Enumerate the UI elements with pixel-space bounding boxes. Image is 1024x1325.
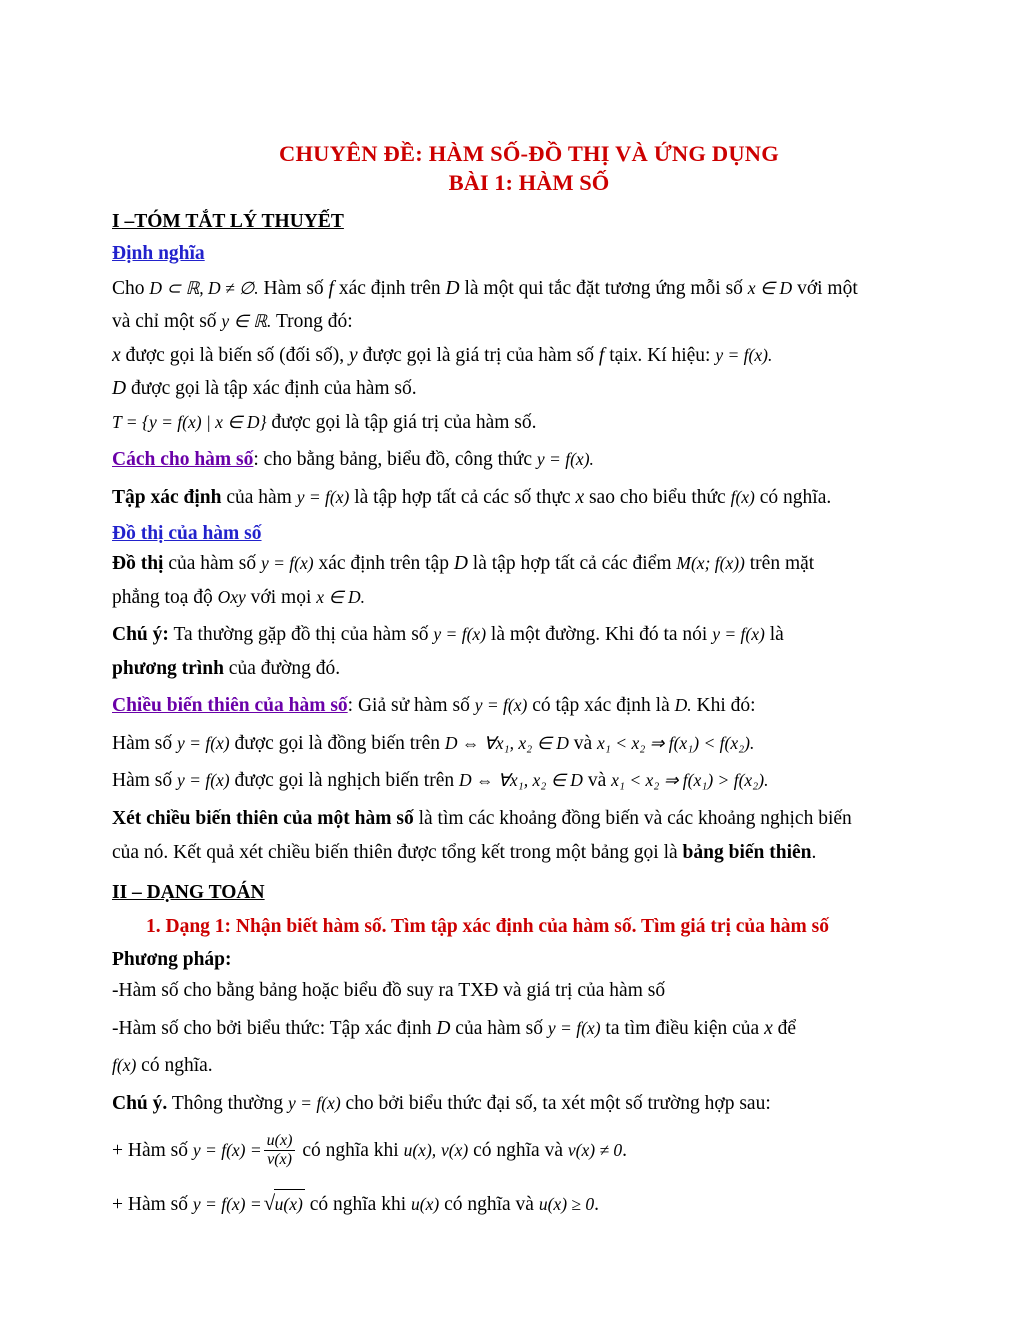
section-heading-problems: II – DẠNG TOÁN	[112, 882, 265, 904]
study-monotonicity-line-2	[112, 837, 946, 869]
text: Thông thường	[171, 1092, 284, 1114]
math-y: y	[348, 344, 358, 366]
math-vx: v(x)	[441, 1140, 469, 1161]
math-y-eq-fx: y = f(x)	[433, 624, 487, 645]
method-line-3	[112, 1050, 946, 1082]
math-D: D	[112, 378, 127, 400]
label-variation-table: bảng biến thiên	[682, 841, 812, 863]
text: để	[777, 1017, 797, 1039]
text: .	[622, 1140, 628, 1162]
how-to-define-function	[112, 444, 946, 476]
text: được gọi là đồng biến trên	[234, 732, 441, 754]
math-y-eq-fx: y = f(x) =	[192, 1140, 262, 1161]
math-decreasing-condition: x₁ < x₂ ⇒ f(x₁) > f(x₂).	[611, 770, 769, 791]
text: xác định trên	[338, 277, 441, 299]
heading-monotonicity: Chiều biến thiên của hàm số	[112, 695, 348, 717]
note-line-1	[112, 619, 946, 651]
text: có nghĩa khi	[309, 1194, 407, 1216]
math-y-eq-fx: y = f(x)	[288, 1092, 341, 1113]
text: và	[587, 770, 607, 792]
text: có nghĩa.	[141, 1055, 213, 1077]
math-D: D	[436, 1017, 451, 1039]
text: : cho bằng bảng, biểu đồ, công thức	[253, 449, 533, 471]
text: là một qui tắc đặt tương ứng mỗi số	[464, 277, 743, 299]
method-line-1: -Hàm số cho bằng bảng hoặc biểu đồ suy ra TXĐ và giá trị của hàm số	[112, 980, 666, 1002]
text: phẳng toạ độ	[112, 586, 213, 608]
math-D: D	[453, 552, 468, 574]
text: trên mặt	[749, 552, 815, 574]
method-heading: Phương pháp:	[112, 948, 232, 970]
math-y-eq-fx: y = f(x)	[177, 770, 230, 791]
text: Hàm số	[112, 732, 173, 754]
text: Ta thường gặp đồ thị của hàm số	[173, 624, 429, 646]
method-line-2	[112, 1013, 946, 1045]
text: sao cho biểu thức	[588, 487, 726, 509]
math-D: D.	[674, 695, 692, 716]
text: và	[573, 732, 593, 754]
math-forall-x: D ⇔ ∀x₁, x₂ ∈ D	[444, 732, 569, 753]
definition-line-3	[112, 340, 946, 372]
math-vx-nonzero: v(x) ≠ 0	[567, 1140, 623, 1161]
case-sqrt	[112, 1188, 946, 1221]
math-fx: f(x)	[730, 487, 755, 508]
math-x: x	[575, 487, 585, 509]
math-y-in-R: y ∈ ℝ.	[221, 311, 272, 332]
text: Trong đó:	[275, 311, 353, 333]
section-heading-theory: I –TÓM TẮT LÝ THUYẾT	[112, 210, 344, 232]
math-ux-nonneg: u(x) ≥ 0	[538, 1194, 595, 1215]
text: Hàm số	[112, 770, 173, 792]
text: được gọi là giá trị của hàm số	[362, 344, 595, 366]
label-study-monotonicity: Xét chiều biến thiên của một hàm số	[112, 808, 414, 829]
math-ux: u(x)	[411, 1194, 440, 1215]
math-f: f	[598, 344, 605, 366]
fraction-denominator: v(x)	[264, 1150, 296, 1169]
text: của hàm số	[168, 552, 257, 574]
page-subtitle: BÀI 1: HÀM SỐ	[448, 170, 610, 196]
text: là	[769, 624, 784, 646]
math-y-eq-fx: y = f(x)	[474, 695, 528, 716]
label-domain: Tập xác định	[112, 487, 222, 509]
text: có nghĩa và	[473, 1140, 563, 1162]
text: của nó. Kết quả xét chiều biến thiên được tổng kết trong một bảng gọi là	[112, 841, 678, 863]
definition-line-1	[112, 273, 946, 305]
label-note: Chú ý:	[112, 624, 169, 646]
note-2-line	[112, 1088, 946, 1120]
math-point-M: M(x; f(x))	[676, 552, 745, 573]
text: có nghĩa và	[444, 1194, 534, 1216]
math-y-eq-fx: y = f(x)	[177, 732, 230, 753]
text: -Hàm số cho bởi biểu thức: Tập xác định	[112, 1017, 432, 1039]
text: ta tìm điều kiện của	[605, 1017, 760, 1039]
label-note: Chú ý.	[112, 1092, 168, 1114]
math-y-eq-fx: y = f(x).	[715, 344, 773, 365]
domain-definition	[112, 482, 946, 514]
math-x: x	[628, 344, 638, 366]
math-sqrt	[264, 1188, 305, 1218]
study-monotonicity-line-1	[112, 803, 946, 835]
heading-graph: Đồ thị của hàm số	[112, 522, 262, 544]
monotonicity-intro	[112, 690, 946, 722]
text: .	[811, 841, 817, 863]
math-fraction	[264, 1132, 296, 1169]
text: được gọi là biến số (đối số),	[125, 344, 345, 366]
text: với mọi	[250, 586, 312, 608]
math-y-eq-fx: y = f(x)	[296, 487, 350, 508]
math-x-in-D: x ∈ D	[747, 277, 793, 298]
label-equation: phương trình	[112, 657, 224, 679]
heading-definition: Định nghĩa	[112, 243, 205, 265]
text: là tập hợp tất cả các điểm	[472, 552, 672, 574]
text: là tập hợp tất cả các số thực	[354, 487, 571, 509]
math-ux: u(x),	[403, 1140, 437, 1161]
increasing-line	[112, 728, 946, 760]
text: xác định trên tập	[318, 552, 449, 574]
fraction-numerator: u(x)	[266, 1132, 293, 1150]
problem-type-1-title: 1. Dạng 1: Nhận biết hàm số. Tìm tập xác định của hàm số. Tìm giá trị của hàm số	[146, 915, 829, 937]
math-y-eq-fx: y = f(x)	[547, 1017, 601, 1038]
text: được gọi là tập xác định của hàm số.	[130, 378, 417, 400]
text: của hàm số	[455, 1017, 544, 1039]
text: được gọi là tập giá trị của hàm số.	[271, 411, 537, 433]
text: có nghĩa khi	[302, 1140, 399, 1162]
text: của đường đó.	[228, 657, 341, 679]
text: của hàm	[226, 487, 292, 509]
sqrt-radicand: u(x)	[274, 1189, 305, 1218]
math-Oxy: Oxy	[217, 586, 246, 607]
math-y-eq-fx: y = f(x) =	[192, 1194, 262, 1215]
text: Cho	[112, 277, 145, 299]
text: với một	[797, 277, 858, 299]
label-graph: Đồ thị	[112, 552, 164, 574]
graph-line-2	[112, 582, 946, 614]
text: Khi đó:	[696, 695, 756, 717]
text: là một đường. Khi đó ta nói	[490, 624, 708, 646]
math-x: x	[112, 344, 121, 366]
math-domain: D ⊂ ℝ, D ≠ ∅.	[149, 277, 259, 298]
heading-how-to-define: Cách cho hàm số	[112, 449, 254, 471]
math-y-eq-fx: y = f(x)	[260, 552, 314, 573]
text: được gọi là nghịch biến trên	[234, 770, 455, 792]
math-x: x	[764, 1017, 773, 1039]
text: cho bởi biểu thức đại số, ta xét một số trường hợp sau:	[345, 1092, 771, 1114]
math-f: f	[328, 277, 334, 299]
page-title: CHUYÊN ĐỀ: HÀM SỐ-ĐỒ THỊ VÀ ỨNG DỤNG	[279, 141, 779, 166]
note-line-2	[112, 653, 946, 685]
math-y-eq-fx: y = f(x)	[712, 624, 765, 645]
math-T-set: T = {y = f(x) | x ∈ D}	[112, 411, 267, 432]
graph-line-1	[112, 548, 946, 580]
text: có tập xác định là	[532, 695, 670, 717]
text: tại	[609, 344, 629, 366]
definition-line-4	[112, 373, 946, 405]
text: là tìm các khoảng đồng biến và các khoảng nghịch biến	[418, 808, 852, 829]
text: . Kí hiệu:	[637, 344, 711, 366]
math-y-eq-fx: y = f(x).	[536, 449, 594, 470]
text: .	[594, 1194, 599, 1216]
definition-line-2	[112, 306, 946, 338]
math-forall-x: D ⇔ ∀x₁, x₂ ∈ D	[459, 770, 583, 791]
text: : Giả sử hàm số	[347, 695, 470, 717]
math-increasing-condition: x₁ < x₂ ⇒ f(x₁) < f(x₂).	[597, 732, 755, 753]
math-D: D	[445, 277, 460, 299]
case-fraction	[112, 1133, 946, 1170]
definition-line-5	[112, 407, 946, 439]
text: và chỉ một số	[112, 311, 217, 333]
decreasing-line	[112, 765, 946, 797]
text: Hàm số	[263, 277, 324, 299]
math-x-in-D: x ∈ D.	[316, 586, 366, 607]
text: + Hàm số	[112, 1194, 188, 1216]
text: + Hàm số	[112, 1140, 188, 1162]
text: có nghĩa.	[759, 487, 832, 509]
math-fx: f(x)	[112, 1055, 137, 1076]
